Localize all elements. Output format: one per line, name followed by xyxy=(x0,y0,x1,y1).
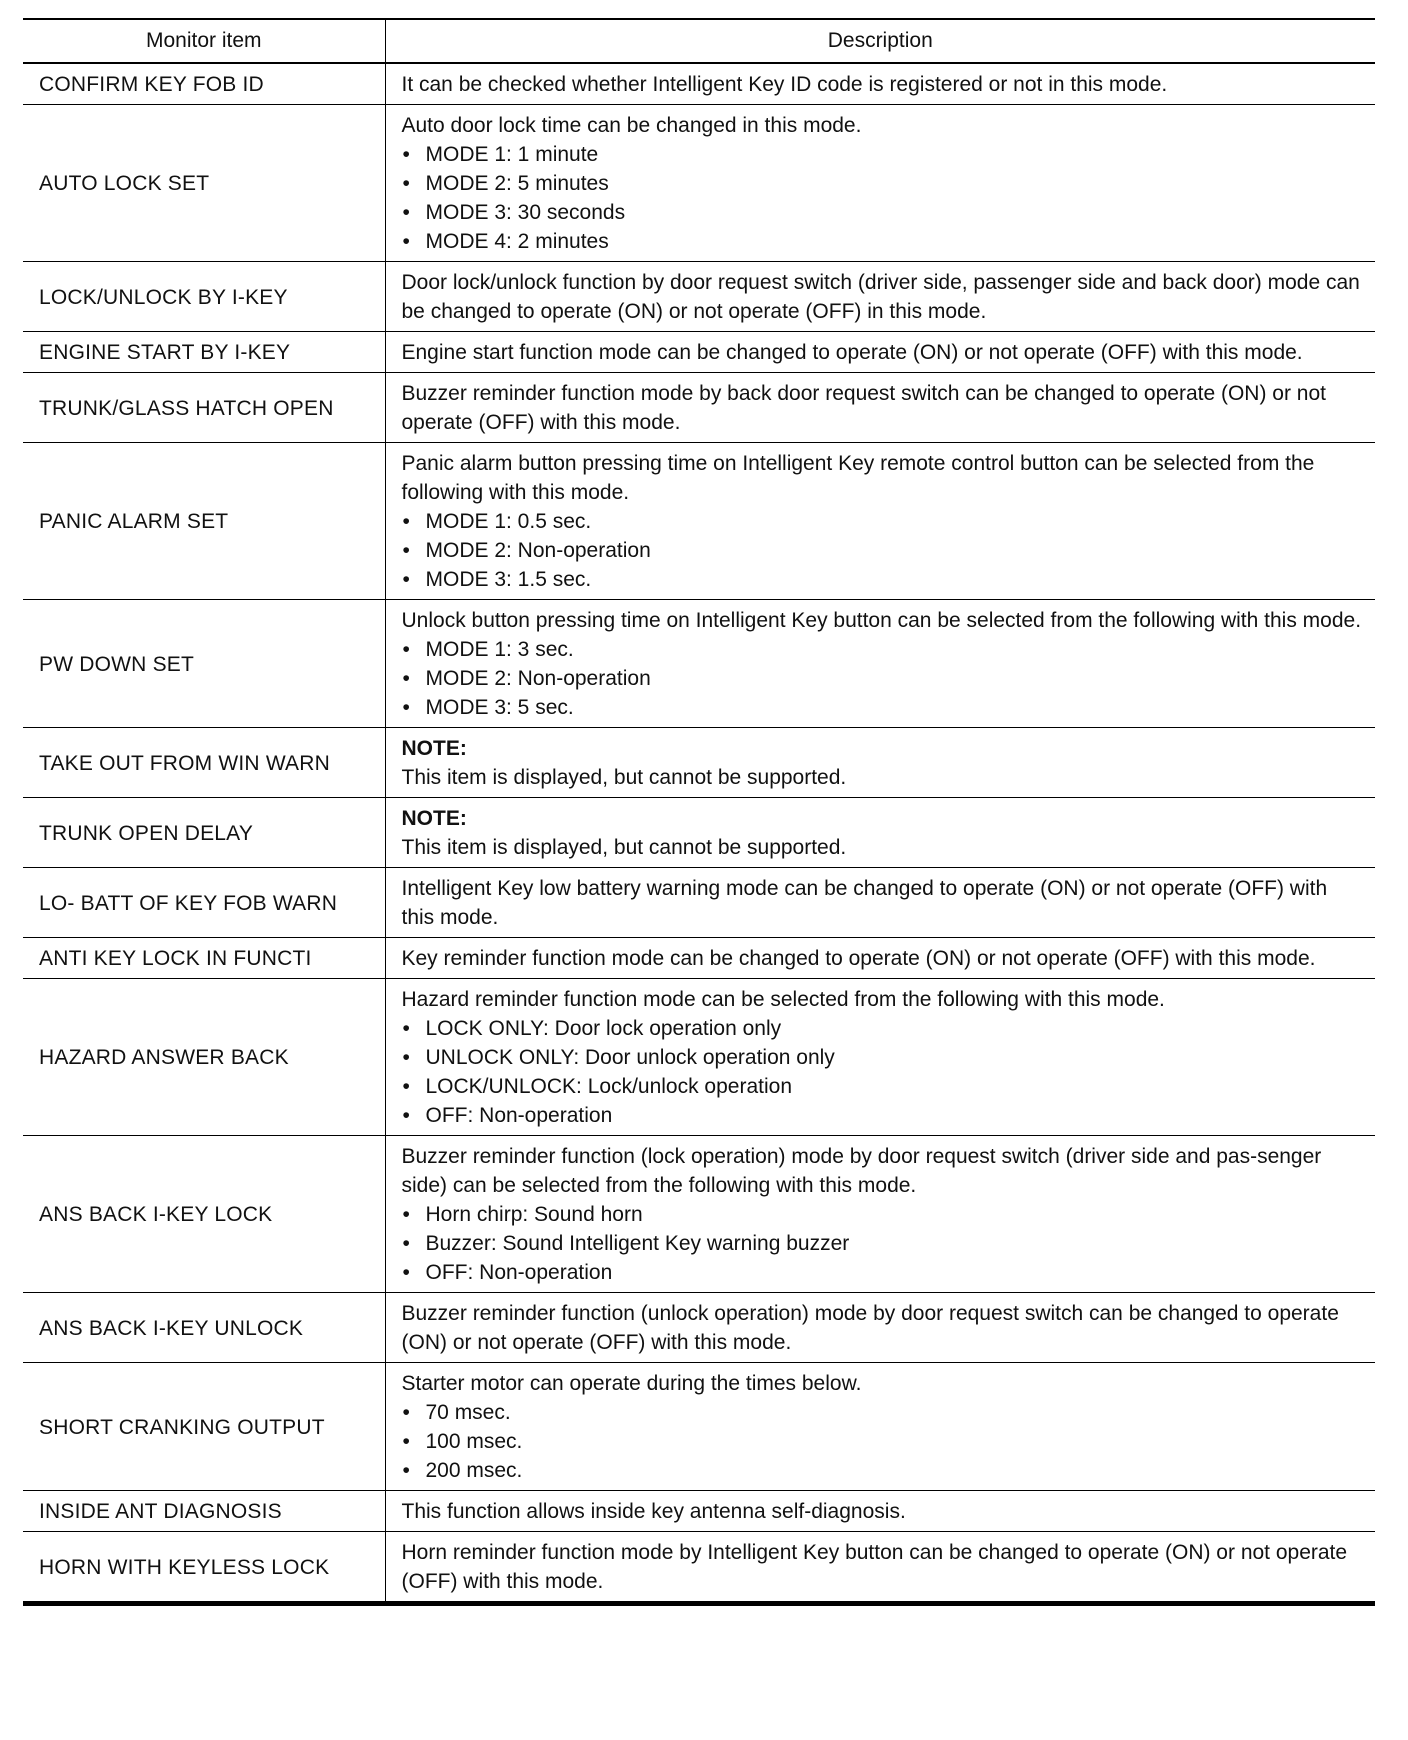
table-row xyxy=(23,868,1375,938)
description-text: Horn reminder function mode by Intelligent Key button can be changed to operate (ON) or not operate (OFF) with this mode. xyxy=(401,1541,1348,1593)
option-list-item: • 200 msec. xyxy=(402,1456,1366,1485)
description-cell xyxy=(385,1293,1375,1363)
monitor-item-cell: ANTI KEY LOCK IN FUNCTI xyxy=(23,938,385,979)
description-cell xyxy=(385,262,1375,332)
option-list xyxy=(402,1398,1366,1485)
option-list xyxy=(402,140,1366,256)
description-cell xyxy=(385,1532,1375,1604)
option-list-item: • UNLOCK ONLY: Door unlock operation only xyxy=(402,1043,1366,1072)
option-list-item: • 70 msec. xyxy=(402,1398,1366,1427)
note-label: NOTE: xyxy=(401,807,467,830)
table-row xyxy=(23,1491,1375,1532)
table-row xyxy=(23,798,1375,868)
description-cell xyxy=(385,63,1375,105)
description-cell xyxy=(385,979,1375,1136)
option-list-item: • MODE 3: 30 seconds xyxy=(402,198,1366,227)
description-cell xyxy=(385,868,1375,938)
description-cell xyxy=(385,1136,1375,1293)
description-text: Engine start function mode can be changed to operate (ON) or not operate (OFF) with this mode. xyxy=(401,341,1303,364)
table-body xyxy=(23,63,1375,1604)
description-text: Starter motor can operate during the times below. xyxy=(401,1372,862,1395)
description-text: This item is displayed, but cannot be supported. xyxy=(401,836,847,859)
option-list xyxy=(402,1014,1366,1130)
description-text: Key reminder function mode can be changed to operate (ON) or not operate (OFF) with this mode. xyxy=(401,947,1316,970)
monitor-item-cell: ANS BACK I-KEY LOCK xyxy=(23,1136,385,1293)
option-list-item: • LOCK ONLY: Door lock operation only xyxy=(402,1014,1366,1043)
monitor-item-cell: TRUNK/GLASS HATCH OPEN xyxy=(23,373,385,443)
monitor-item-cell: TRUNK OPEN DELAY xyxy=(23,798,385,868)
monitor-item-cell: TAKE OUT FROM WIN WARN xyxy=(23,728,385,798)
option-list xyxy=(402,507,1366,594)
monitor-item-cell: HAZARD ANSWER BACK xyxy=(23,979,385,1136)
monitor-item-cell: AUTO LOCK SET xyxy=(23,105,385,262)
description-text: Buzzer reminder function mode by back door request switch can be changed to operate (ON) or not operate (OFF) with this mode. xyxy=(401,382,1326,434)
header-monitor-item: Monitor item xyxy=(23,19,385,63)
description-text: Door lock/unlock function by door request switch (driver side, passenger side and back door) mode can be changed to operate (ON) or not operate (OFF) in this mode. xyxy=(401,271,1360,323)
option-list xyxy=(402,1200,1366,1287)
table-row xyxy=(23,728,1375,798)
table-row xyxy=(23,600,1375,728)
monitor-item-cell: LO- BATT OF KEY FOB WARN xyxy=(23,868,385,938)
note-label: NOTE: xyxy=(401,737,467,760)
description-text: This function allows inside key antenna self-diagnosis. xyxy=(401,1500,906,1523)
table-row xyxy=(23,332,1375,373)
monitor-item-cell: HORN WITH KEYLESS LOCK xyxy=(23,1532,385,1604)
description-cell xyxy=(385,938,1375,979)
table-row xyxy=(23,63,1375,105)
monitor-item-cell: INSIDE ANT DIAGNOSIS xyxy=(23,1491,385,1532)
monitor-item-cell: SHORT CRANKING OUTPUT xyxy=(23,1363,385,1491)
description-text: Buzzer reminder function (lock operation) mode by door request switch (driver side and pas-senger side) can be selected from the following with this mode. xyxy=(401,1145,1322,1197)
description-text: Panic alarm button pressing time on Intelligent Key remote control button can be selected from the following with this mode. xyxy=(401,452,1315,504)
table-row xyxy=(23,1363,1375,1491)
option-list-item: • OFF: Non-operation xyxy=(402,1101,1366,1130)
option-list-item: • LOCK/UNLOCK: Lock/unlock operation xyxy=(402,1072,1366,1101)
description-text: Buzzer reminder function (unlock operation) mode by door request switch can be changed to operate (ON) or not operate (OFF) with this mode. xyxy=(401,1302,1339,1354)
monitor-item-cell: PANIC ALARM SET xyxy=(23,443,385,600)
description-cell xyxy=(385,443,1375,600)
table-row xyxy=(23,1532,1375,1604)
description-cell xyxy=(385,373,1375,443)
table-row xyxy=(23,979,1375,1136)
option-list-item: • OFF: Non-operation xyxy=(402,1258,1366,1287)
table-row xyxy=(23,938,1375,979)
table-row xyxy=(23,105,1375,262)
header-row xyxy=(23,19,1375,63)
option-list-item: • MODE 3: 5 sec. xyxy=(402,693,1366,722)
option-list-item: • Horn chirp: Sound horn xyxy=(402,1200,1366,1229)
monitor-item-cell: PW DOWN SET xyxy=(23,600,385,728)
monitor-item-table xyxy=(23,18,1375,1606)
option-list-item: • MODE 2: Non-operation xyxy=(402,536,1366,565)
header-description: Description xyxy=(385,19,1375,63)
description-text: Intelligent Key low battery warning mode can be changed to operate (ON) or not operate (OFF) with this mode. xyxy=(401,877,1328,929)
description-cell xyxy=(385,728,1375,798)
table-row xyxy=(23,443,1375,600)
option-list-item: • Buzzer: Sound Intelligent Key warning buzzer xyxy=(402,1229,1366,1258)
option-list xyxy=(402,635,1366,722)
option-list-item: • MODE 3: 1.5 sec. xyxy=(402,565,1366,594)
description-cell xyxy=(385,1491,1375,1532)
monitor-item-cell: ANS BACK I-KEY UNLOCK xyxy=(23,1293,385,1363)
option-list-item: • MODE 2: 5 minutes xyxy=(402,169,1366,198)
monitor-item-cell: LOCK/UNLOCK BY I-KEY xyxy=(23,262,385,332)
monitor-item-cell: ENGINE START BY I-KEY xyxy=(23,332,385,373)
table-row xyxy=(23,1293,1375,1363)
description-cell xyxy=(385,332,1375,373)
option-list-item: • MODE 1: 0.5 sec. xyxy=(402,507,1366,536)
monitor-item-cell: CONFIRM KEY FOB ID xyxy=(23,63,385,105)
description-text: Hazard reminder function mode can be selected from the following with this mode. xyxy=(401,988,1165,1011)
description-text: Unlock button pressing time on Intelligent Key button can be selected from the following with this mode. xyxy=(401,609,1362,632)
description-cell xyxy=(385,1363,1375,1491)
description-cell xyxy=(385,798,1375,868)
table-row xyxy=(23,262,1375,332)
option-list-item: • MODE 2: Non-operation xyxy=(402,664,1366,693)
option-list-item: • 100 msec. xyxy=(402,1427,1366,1456)
description-text: Auto door lock time can be changed in this mode. xyxy=(401,114,862,137)
option-list-item: • MODE 1: 3 sec. xyxy=(402,635,1366,664)
table-row xyxy=(23,373,1375,443)
option-list-item: • MODE 4: 2 minutes xyxy=(402,227,1366,256)
description-cell xyxy=(385,105,1375,262)
option-list-item: • MODE 1: 1 minute xyxy=(402,140,1366,169)
description-cell xyxy=(385,600,1375,728)
description-text: It can be checked whether Intelligent Key ID code is registered or not in this mode. xyxy=(401,73,1168,96)
description-text: This item is displayed, but cannot be supported. xyxy=(401,766,847,789)
table-row xyxy=(23,1136,1375,1293)
